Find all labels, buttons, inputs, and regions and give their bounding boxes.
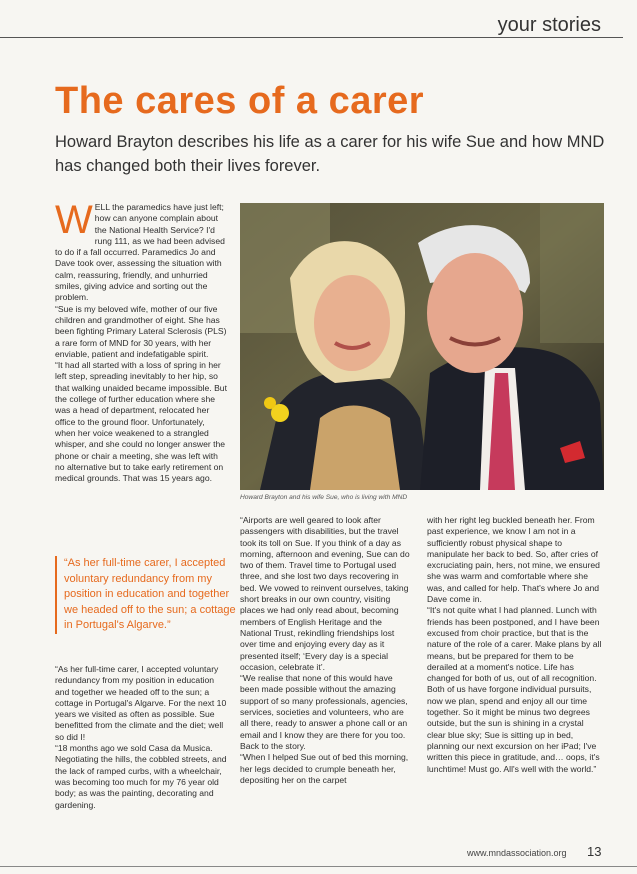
article-photo	[240, 203, 604, 490]
article-text-col1: ELL the paramedics have just left; how can anyone complain about the National Health Service? I'd rung 111, as we had been advised to do if a fall occurred. Paramedics Jo and Dave took over, assessing the situation with calm, reassuring, friendly, and unhurried smiles, giving advice and sorting out the problem. “Sue is my beloved wife, mother of our five children and grandmother of eight. She has been fighting Primary Lateral Sclerosis (PLS) a rare form of MND for 30 years, with her enviable, patient and indefatigable spirit. “It had all started with a loss of spring in her left step, spreading inevitably to her hip, so that walking unaided became impossible. But the college of further education where she was a head of department, relocated her office to the ground floor. Unfortunately, when her voice weakened to a strangled whisper, and she could no longer answer the phone or chair a meeting, she was left with no alternative but to take early retirement on medical grounds. That was 15 years ago.	[55, 202, 227, 484]
section-tag: your stories	[497, 14, 601, 36]
page-number: 13	[587, 844, 602, 859]
pull-quote-text: “As her full-time carer, I accepted voluntary redundancy from my position in education and together we headed off to the sun; a cottage in Portugal's Algarve.”	[64, 557, 236, 631]
article-column-1-lower	[55, 664, 227, 811]
pull-quote	[55, 556, 236, 634]
article-column-2	[240, 515, 413, 786]
section-tag-rule	[0, 37, 623, 38]
standfirst: Howard Brayton describes his life as a carer for his wife Sue and how MND has changed both their lives forever.	[55, 133, 605, 175]
article-text-col2: “Airports are well geared to look after passengers with disabilities, but the travel took its toll on Sue. If you think of a day as morning, afternoon and evening, Sue can do two of them. Travel time to Portugal used three, and she lost two days recovering in bed. We vowed to reinvent ourselves, taking short breaks in our own country, visiting places we had only read about, becoming members of English Heritage and the National Trust, rekindling friendships lost over time and enjoying every day as it presented itself; ‘Every day is a special occasion, celebrate it’. “We realise that none of this would have been made possible without the amazing support of so many professionals, agencies, services, societies and volunteers, who are all there, ready to answer a phone call or an email and I know they are there for you too. Back to the story. “When I helped Sue out of bed this morning, her legs decided to crumple beneath her, depositing her on the carpet	[240, 515, 410, 785]
drop-cap: W	[55, 198, 93, 242]
photo-caption: Howard Brayton and his wife Sue, who is living with MND	[240, 494, 408, 501]
article-text-col1-lower: “As her full-time carer, I accepted voluntary redundancy from my position in education and together we headed off to the sun; a cottage in Portugal's Algarve. For the next 10 years we visited as often as possible. Sue benefitted from the climate and the diet; well so did I! “18 months ago we sold Casa da Musica. Negotiating the hills, the cobbled streets, and the lack of ramped curbs, with a wheelchair, was becoming too much for my 76 year old body; as was the painting, decorating and gardening.	[55, 664, 227, 810]
article-text-col3: with her right leg buckled beneath her. From past experience, we know I am not in a sufficiently robust physical shape to manipulate her back to bed. So, after cries of excruciating pain, hers, not mine, we ensured she was warm and comfortable where she was, and called for help. That's where Jo and Dave come in. “It's not quite what I had planned. Lunch with friends has been postponed, and I have been excused from choir practice, but that is the nature of the role of a carer. Make plans by all means, but be prepared for them to be derailed at a moment's notice. Life has changed for both of us, out of all recognition. Both of us have forgone individual pursuits, now we plan, spend and enjoy all our time together. So it might be minus two degrees outside, but the sun is shining in a crystal clear blue sky; Sue is sitting up in bed, planning our next excursion on her iPad; I've written this piece in gratitude, and… oops, it's lunchtime! Must go. All's well with the world.”	[427, 515, 602, 774]
headline: The cares of a carer	[55, 80, 425, 122]
footer-rule	[0, 866, 637, 867]
footer-url: www.mndassociation.org	[467, 848, 567, 858]
article-column-3	[427, 515, 604, 775]
article-column-1	[55, 198, 227, 484]
